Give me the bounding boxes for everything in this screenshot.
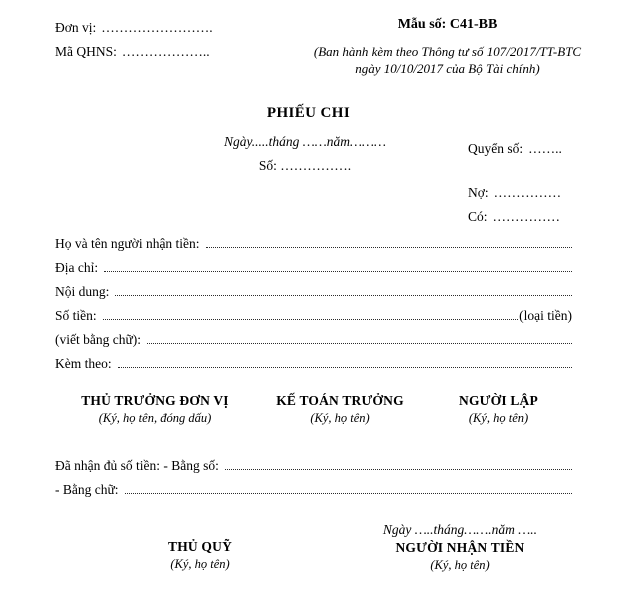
unit-field-row [55,16,270,40]
amount-in-words-label: (viết bằng chữ): [55,332,142,347]
budget-code-label: Mã QHNS: [55,44,117,59]
signature-block-treasurer [125,538,275,573]
head-of-unit-title: THỦ TRƯỞNG ĐƠN VỊ [81,393,229,408]
unit-label: Đơn vị: [55,20,97,35]
amount-label: Số tiền: [55,308,97,323]
field-row-amount [55,300,572,324]
signature-row-top [55,392,572,427]
address-input[interactable] [104,271,572,272]
field-row-attachments [55,348,572,372]
received-in-words-label: - Bằng chữ: [55,482,119,497]
field-row-content [55,276,572,300]
debit-account-label: Nợ: [468,185,489,200]
address-label: Địa chỉ: [55,260,99,275]
voucher-number-label: Số: [258,158,277,173]
received-amount-block [55,450,572,498]
debit-account-dots: …………… [493,185,562,200]
treasurer-subtitle: (Ký, họ tên) [170,557,230,571]
signature-block-chief-accountant [255,392,425,427]
field-row-recipient-name [55,228,572,252]
attachments-input[interactable] [118,367,572,368]
received-in-words-input[interactable] [125,493,572,494]
attachments-label: Kèm theo: [55,356,112,371]
decree-line-2: ngày 10/10/2017 của Bộ Tài chính) [355,61,540,76]
meta-spacer [468,157,617,177]
chief-accountant-subtitle: (Ký, họ tên) [310,411,370,425]
signature-block-receiver [345,521,575,574]
form-number: Mẫu số: C41-BB [397,17,498,32]
received-in-words-row [55,474,572,498]
header-left-block [55,16,270,64]
voucher-date-line: Ngày.....tháng ……năm……… [223,134,387,149]
signature-block-preparer [425,392,572,427]
book-number-row [468,133,617,157]
currency-type-note: (loại tiền) [519,308,572,323]
signature-block-head-of-unit [55,392,255,427]
head-of-unit-subtitle: (Ký, họ tên, đóng dấu) [98,411,212,425]
amount-in-words-input[interactable] [147,343,572,344]
header-right-block [290,14,605,77]
received-in-figures-label: Đã nhận đủ số tiền: - Bằng số: [55,458,219,473]
field-row-amount-in-words [55,324,572,348]
preparer-title: NGƯỜI LẬP [459,393,538,408]
amount-input[interactable] [103,319,519,320]
credit-account-dots: …………… [492,209,561,224]
page-title: PHIẾU CHI [266,105,351,121]
recipient-name-label: Họ và tên người nhận tiền: [55,236,200,251]
receiver-title: NGƯỜI NHẬN TIỀN [395,540,525,555]
book-number-dots: …….. [528,141,562,156]
budget-code-field-row [55,40,270,64]
recipient-name-input[interactable] [206,247,572,248]
voucher-number-row [160,158,450,174]
receiver-date-line: Ngày …..tháng…….năm ….. [382,522,538,537]
chief-accountant-title: KẾ TOÁN TRƯỞNG [276,393,404,408]
book-number-label: Quyển số: [468,141,524,156]
decree-reference [290,43,605,77]
content-label: Nội dung: [55,284,110,299]
meta-right-block [468,133,617,225]
receiver-subtitle: (Ký, họ tên) [430,558,490,572]
received-in-figures-input[interactable] [225,469,572,470]
content-input[interactable] [115,295,572,296]
debit-account-row [468,177,617,201]
voucher-number-dots: ……………. [280,158,352,173]
preparer-subtitle: (Ký, họ tên) [468,411,529,425]
treasurer-title: THỦ QUỸ [167,539,233,554]
budget-code-dots: ……………….. [121,44,210,59]
unit-dots: ……………………. [101,20,213,35]
credit-account-row [468,201,617,225]
main-fields-block [55,228,572,372]
credit-account-label: Có: [468,209,488,224]
received-in-figures-row [55,450,572,474]
decree-line-1: (Ban hành kèm theo Thông tư số 107/2017/TT-BTC [313,44,582,59]
field-row-address [55,252,572,276]
